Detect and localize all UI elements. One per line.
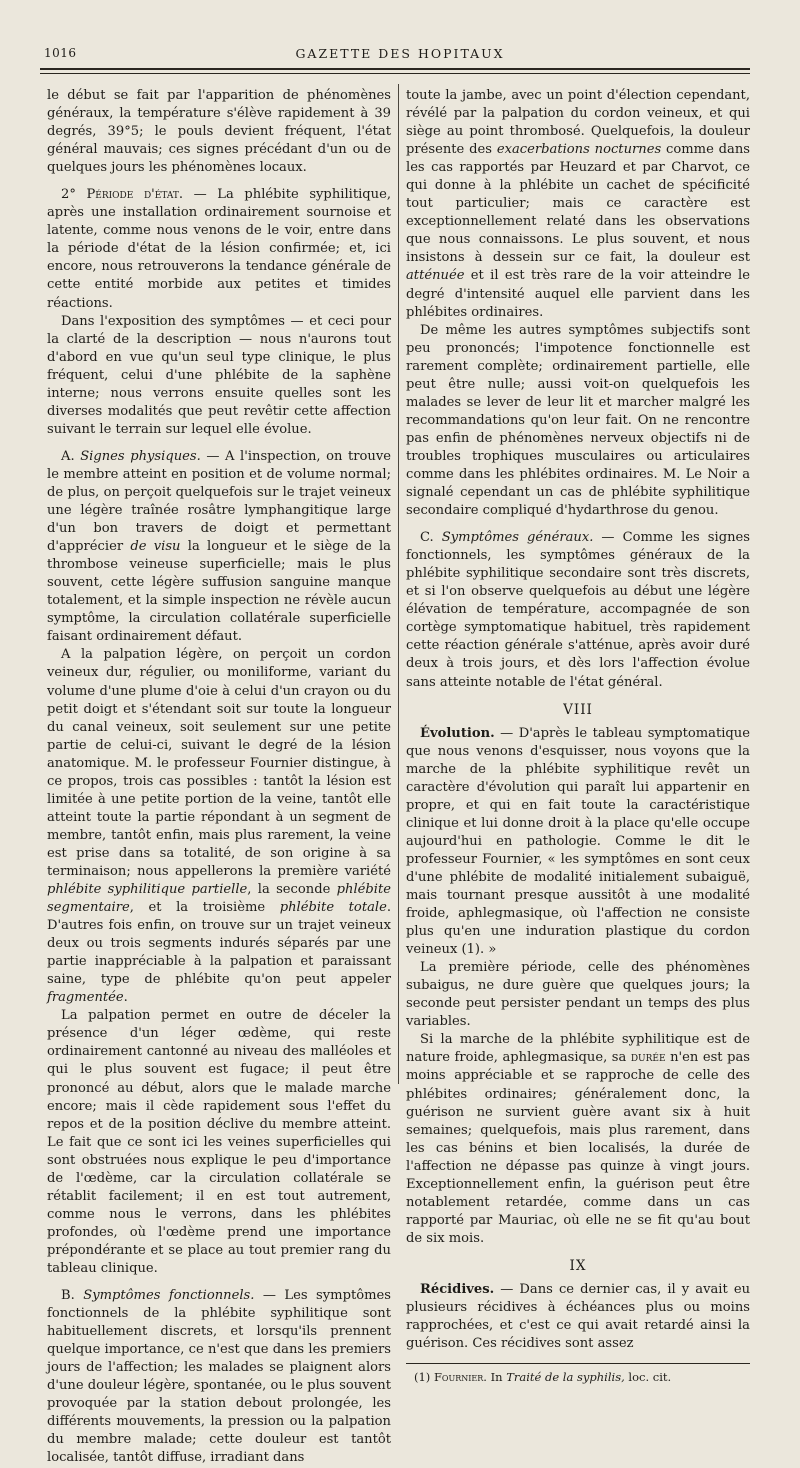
small-caps-text: durée <box>630 1050 666 1066</box>
paragraph-text: A. <box>61 448 81 464</box>
paragraph <box>406 1281 750 1353</box>
paragraph-text: , et la troisième <box>129 900 280 916</box>
paragraph <box>406 87 750 322</box>
footnote-marker: (1) <box>414 1370 434 1385</box>
paragraph-text: n'en est pas moins appréciable et se rapproche de celle des phlébites ordinaires; généralement donc, la guérison ne survient guère avant six à huit semaines; quelquefois, mais plus rarement, dans les cas bénins et bien localisés, la durée de l'affection ne dépasse pas quinze à vingt jours. Exceptionnellement enfin, la guérison peut être notablement retardée, comme dans un cas rapporté par Mauriac, où elle ne se fit qu'au bout de six mois. <box>406 1050 750 1246</box>
paragraph-text: C. <box>420 530 442 546</box>
paragraph-text: et il est très rare de la voir atteindre le degré d'intensité auquel elle parvient dans les phlébites ordinaires. <box>406 268 750 320</box>
paragraph-text: — Comme les signes fonctionnels, les symptômes généraux de la phlébite syphilitique secondaire sont très discrets, et si l'on observe quelquefois au début une légère élévation de température, accompagnée de son cortège symptomatique habituel, très rapidement cette réaction générale s'atténue, après avoir duré deux à trois jours, et dès lors l'affection évolue sans atteinte notable de l'état général. <box>406 530 750 690</box>
paragraph-text: — D'après le tableau symptomatique que nous venons d'esquisser, nous voyons que la marche de la phlébite syphilitique revêt un caractère d'évolution qui paraît lui appartenir en propre, et qui en fait toute la caractéristique clinique et lui donne droit à la place qu'elle occupe aujourd'hui en pathologie. Comme le dit le professeur Fournier, « les symptômes en sont ceux d'une phlébite de modalité initialement subaiguë, mais tournant presque aussitôt à une modalité froide, aphlegmasique, où l'affection ne consiste plus qu'en une induration plastique du cordon veineux (1). » <box>406 725 750 958</box>
paragraph: le début se fait par l'apparition de phénomènes généraux, la température s'élève rapidement à 39 degrés, 39°5; le pouls devient fréquent, l'état général mauvais; ces signes précédant d'un ou de quelques jours les phénomènes locaux. <box>47 88 391 176</box>
footnote-text: In <box>486 1370 507 1385</box>
italic-text: fragmentée <box>47 990 124 1006</box>
italic-text: exacerbations nocturnes <box>496 142 662 158</box>
subsection-heading: Signes physiques. <box>80 448 201 464</box>
paragraph-text: toute la jambe, avec un point d'élection cependant, révélé par la palpation du cordon veineux, et qui siège au point thrombosé. Quelquefois, la douleur présente des <box>406 88 750 158</box>
paragraph <box>47 1287 391 1467</box>
subsection-heading: Symptômes généraux. <box>441 530 594 546</box>
paragraph <box>406 1031 750 1248</box>
italic-text: phlébite syphilitique partielle <box>47 882 248 898</box>
paragraph-text: A la palpation légère, on perçoit un cordon veineux dur, régulier, ou moniliforme, variant du volume d'une plume d'oie à celui d'un crayon ou du petit doigt et s'étendant soit sur toute la longueur du canal veineux, soit seulement sur une petite partie de celui-ci, suivant le degré de la lésion anatomique. M. le professeur Fournier distingue, à ce propos, trois cas possibles : tantôt la lésion est limitée à une petite portion de la veine, tantôt elle atteint toute la partie répondant à un segment de membre, tantôt enfin, mais plus rarement, la veine est prise dans sa totalité, de son origine à sa terminaison; nous appellerons la première variété <box>47 647 391 879</box>
paragraph <box>47 448 391 647</box>
paragraph-text: , la seconde <box>247 882 337 898</box>
paragraph: La palpation permet en outre de déceler la présence d'un léger œdème, qui reste ordinairement cantonné au niveau des malléoles et qui le plus souvent est fugace; il peut être prononcé au début, alors que le malade marche encore; mais il cède rapidement sous l'effet du repos et de la position déclive du membre atteint. Le fait que ce sont ici les veines superficielles qui sont obstruées nous explique le peu d'importance de l'œdème, car la circulation collatérale se rétablit facilement; il en est tout autrement, comme nous le verrons, dans les phlébites profondes, où l'œdème prend une importance prépondérante et se place au tout premier rang du tableau clinique. <box>47 1008 391 1276</box>
page-number: 1016 <box>44 46 77 60</box>
paragraph-text: — Dans ce dernier cas, il y avait eu plusieurs récidives à échéances plus ou moins rapprochées, et c'est ce qui avait retardé ainsi la guérison. Ces récidives sont assez <box>406 1282 750 1352</box>
italic-text: phlébite totale <box>279 900 387 916</box>
paragraph: De même les autres symptômes subjectifs sont peu prononcés; l'impotence fonctionnelle est rarement complète; ordinairement partielle, elle peut être nulle; aussi voit-on quelquefois les malades se lever de leur lit et marcher malgré les recommandations qu'on leur fait. On ne rencontre pas enfin de phénomènes nerveux objectifs ni de troubles trophiques musculaires ou articulaires comme dans les phlébites ordinaires. M. Le Noir a signalé cependant un cas de phlébite syphilitique secondaire compliqué d'hydarthrose du genou. <box>406 322 750 519</box>
header-rule-thin <box>40 73 750 74</box>
footnote <box>406 1370 750 1385</box>
italic-text: atténuée <box>406 268 465 284</box>
paragraph: La première période, celle des phénomènes subaigus, ne dure guère que quelques jours; la seconde peut persister pendant un temps des plus variables. <box>406 960 750 1030</box>
paragraph-text: — A l'inspection, on trouve le membre atteint en position et de volume normal; de plus, on perçoit quelquefois sur le trajet veineux une légère traînée rosâtre lymphangitique large d'un bon travers de doigt et permettant d'apprécier <box>47 448 392 555</box>
header-rule <box>40 68 750 70</box>
section-heading: Évolution. <box>420 725 495 741</box>
paragraph <box>406 529 750 691</box>
paragraph-text: . D'autres fois enfin, on trouve sur un trajet veineux deux ou trois segments indurés séparés par une partie inappréciable à la palpation et paraissant saine, type de phlébite qu'on peut appeler <box>47 900 391 988</box>
footnote-rule <box>406 1363 750 1364</box>
italic-text: phlébite segmentaire <box>47 882 391 916</box>
left-column <box>47 87 391 1468</box>
paragraph <box>406 725 750 960</box>
footnote-text: loc. cit. <box>624 1370 672 1385</box>
right-column <box>406 87 750 1385</box>
column-divider <box>398 84 399 1084</box>
running-title: GAZETTE DES HOPITAUX <box>295 46 505 61</box>
paragraph-text: B. <box>61 1288 84 1304</box>
paragraph-text: — Les symptômes fonctionnels de la phlébite syphilitique sont habituellement discrets, et lorsqu'ils prennent quelque importance, ce n'est que dans les premiers jours de l'affection; les malades se plaignent alors d'une douleur légère, spontanée, ou le plus souvent provoquée par la station debout prolongée, les différents mouvements, la pression ou la palpation du membre malade; cette douleur est tantôt localisée, tantôt diffuse, irradiant dans <box>47 1288 391 1466</box>
section-number: IX <box>569 1257 587 1274</box>
paragraph-text: . <box>123 990 128 1006</box>
paragraph-text: la longueur et le siège de la thrombose veineuse superficielle; mais le plus souvent, cette légère suffusion sanguine manque totalement, et la simple inspection ne révèle aucun symptôme, la circulation collatérale superficielle faisant ordinairement défaut. <box>47 539 391 645</box>
paragraph-text: — La phlébite syphilitique, après une installation ordinairement sournoise et latente, comme nous venons de le voir, entre dans la période d'état de la lésion confirmée; et, ici encore, nous retrouverons la tendance générale de cette entité morbide aux petites et timides réactions. <box>47 187 391 311</box>
footnote-title: Traité de la syphilis, <box>506 1370 625 1385</box>
paragraph <box>47 186 391 312</box>
subsection-heading: 2° Période d'état. <box>61 187 184 203</box>
paragraph-text: comme dans les cas rapportés par Heuzard et par Charvot, ce qui donne à la phlébite un cachet de spécificité tout particulier; mais ce caractère est exceptionnellement relaté dans les observations que nous connaissons. Le plus souvent, et nous insistons à dessein sur ce fait, la douleur est <box>406 142 751 266</box>
italic-text: de visu <box>130 539 181 555</box>
paragraph: Dans l'exposition des symptômes — et ceci pour la clarté de la description — nous n'aurons tout d'abord en vue qu'un seul type clinique, le plus fréquent, celui d'une phlébite de la saphène interne; nous verrons ensuite quelles sont les diverses modalités que peut revêtir cette affection suivant le terrain sur lequel elle évolue. <box>47 313 391 437</box>
section-number: VIII <box>563 701 593 718</box>
subsection-heading: Symptômes fonctionnels. <box>83 1288 255 1304</box>
footnote-author: Fournier. <box>433 1370 487 1385</box>
section-heading: Récidives. <box>420 1282 495 1297</box>
paragraph <box>47 646 391 1007</box>
paragraph-text: Si la marche de la phlébite syphilitique est de nature froide, aphlegmasique, sa <box>406 1032 750 1066</box>
